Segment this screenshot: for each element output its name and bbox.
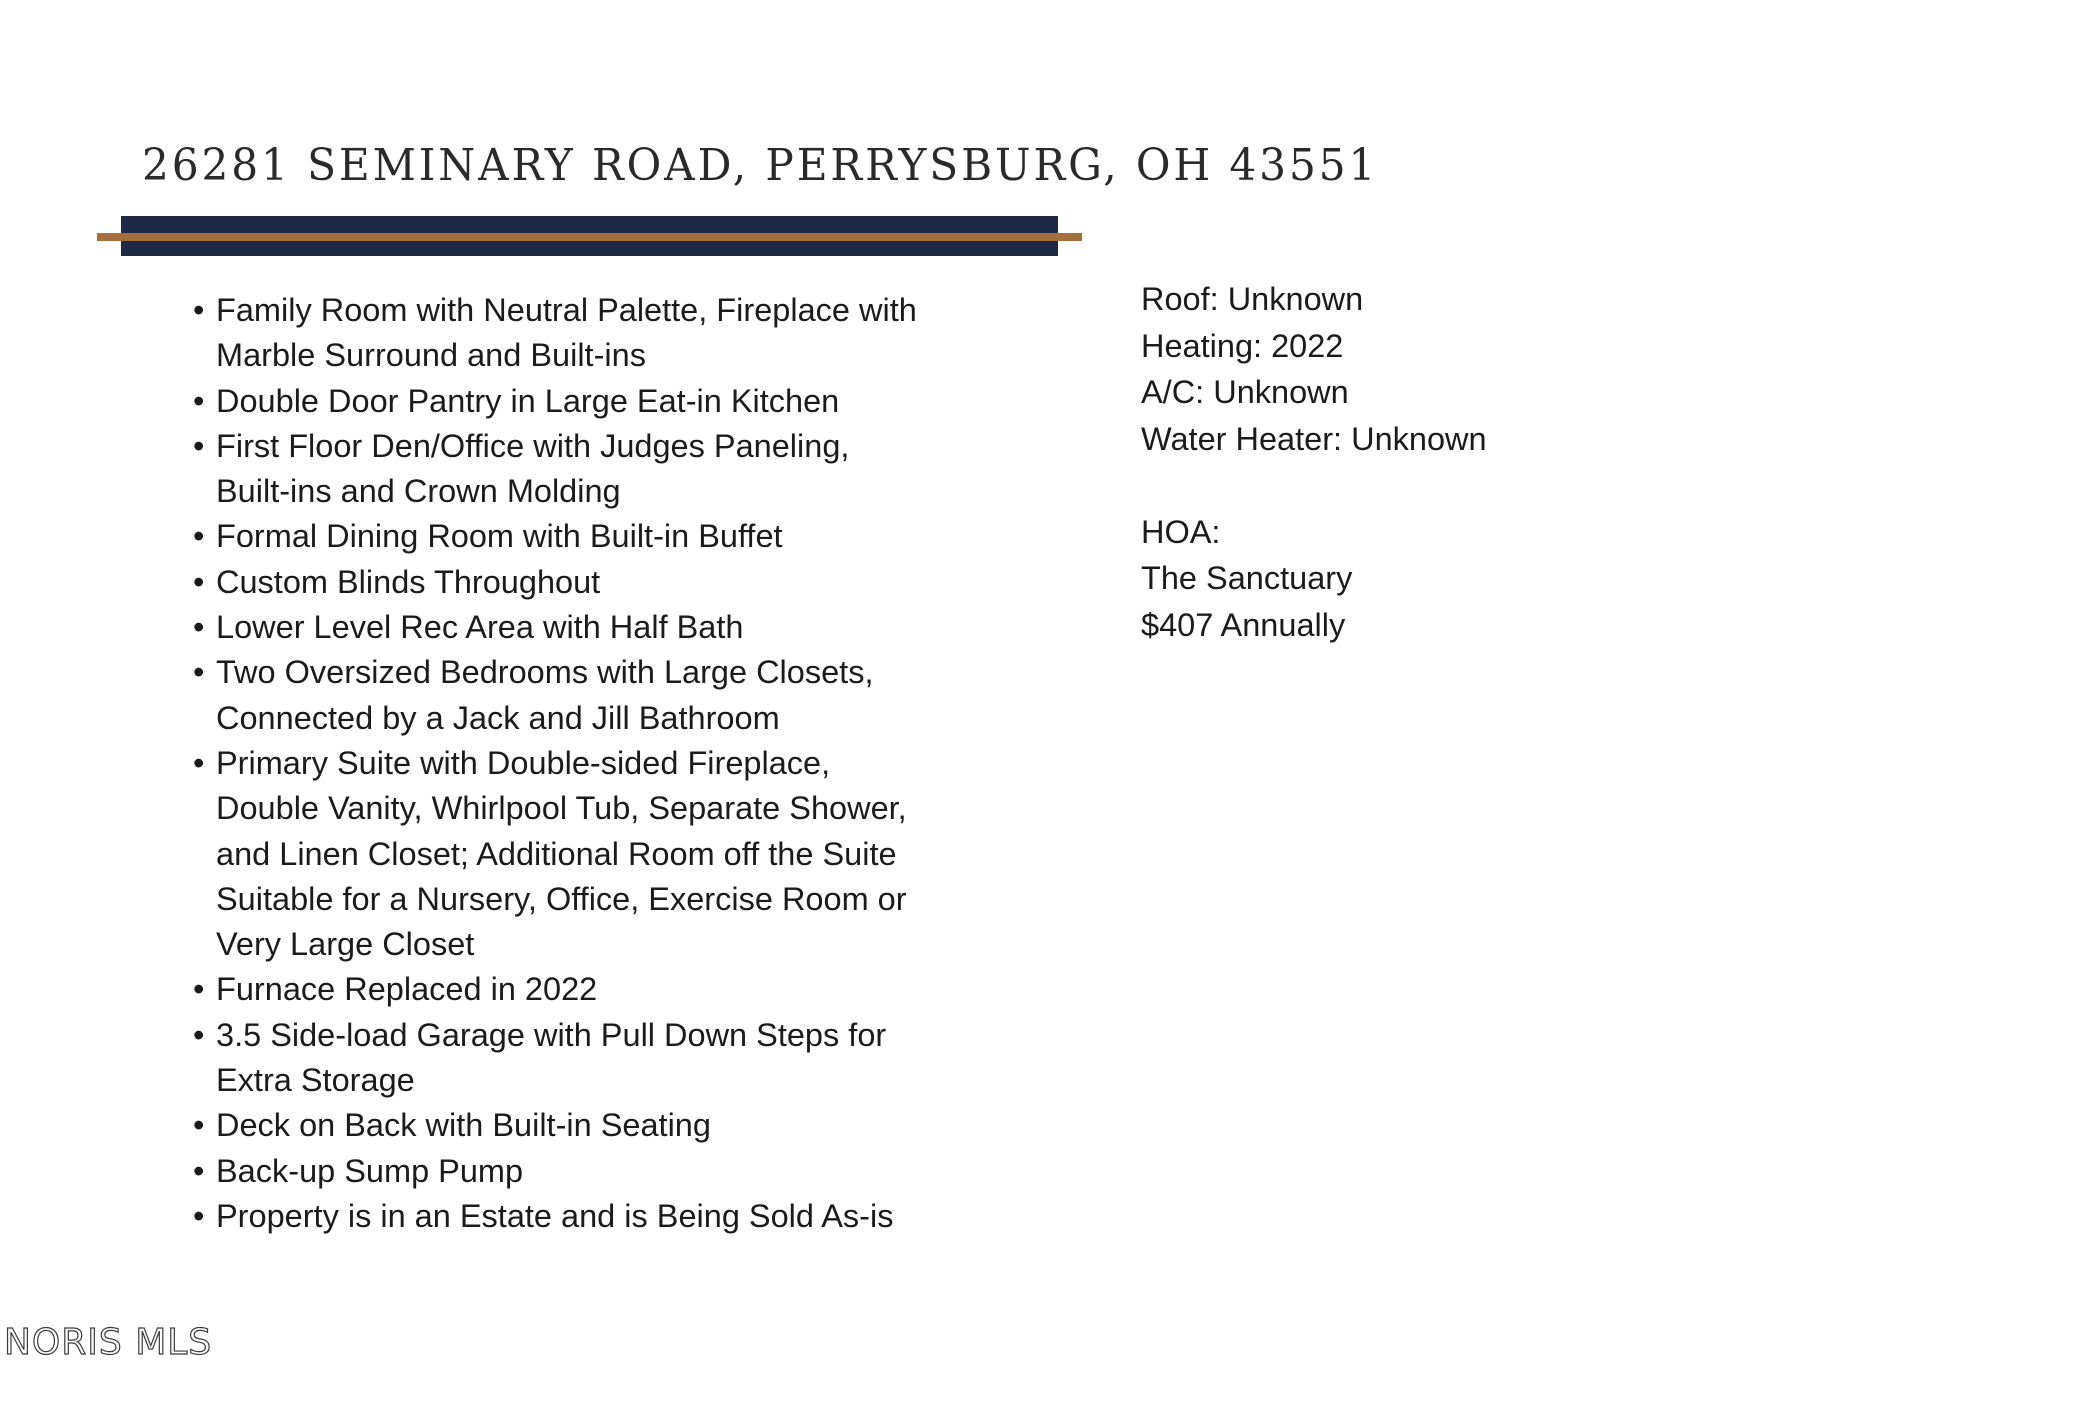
feature-text-line: Lower Level Rec Area with Half Bath	[216, 609, 744, 646]
feature-text-line: Connected by a Jack and Jill Bathroom	[216, 699, 780, 736]
bullet-icon: •	[193, 292, 205, 328]
water-heater-info: Water Heater: Unknown	[1141, 420, 1487, 457]
feature-text-line: Primary Suite with Double-sided Fireplace,	[216, 744, 831, 781]
bullet-icon: •	[193, 1152, 205, 1189]
heating-info: Heating: 2022	[1141, 327, 1344, 364]
property-details	[1141, 276, 1841, 648]
feature-text-line: Furnace Replaced in 2022	[216, 971, 598, 1008]
feature-text-line: First Floor Den/Office with Judges Paneling,	[216, 427, 850, 464]
bullet-icon: •	[193, 427, 205, 464]
feature-list-item	[190, 288, 1050, 379]
feature-text-line: Very Large Closet	[216, 926, 475, 963]
hoa-fee: $407 Annually	[1141, 606, 1346, 643]
feature-text-line: Extra Storage	[216, 1062, 415, 1099]
bullet-icon: •	[193, 1197, 205, 1234]
feature-list-item	[190, 560, 1050, 605]
bullet-icon: •	[193, 518, 205, 555]
bullet-icon: •	[193, 1016, 205, 1053]
feature-text-line: Deck on Back with Built-in Seating	[216, 1107, 711, 1144]
noris-mls-logo: NORIS MLS	[4, 1322, 213, 1363]
feature-list-item	[190, 1013, 1050, 1104]
feature-list	[190, 288, 1050, 1239]
feature-list-item	[190, 741, 1050, 967]
feature-text-line: Double Vanity, Whirlpool Tub, Separate Shower,	[216, 790, 907, 827]
feature-list-item	[190, 1103, 1050, 1148]
hoa-label: HOA:	[1141, 513, 1221, 550]
feature-list-item	[190, 650, 1050, 741]
feature-text-line: Property is in an Estate and is Being Sold As-is	[216, 1197, 894, 1234]
feature-text-line: and Linen Closet; Additional Room off the Suite	[216, 835, 897, 872]
feature-text-line: Two Oversized Bedrooms with Large Closets,	[216, 654, 874, 691]
feature-text-line: Suitable for a Nursery, Office, Exercise Room or	[216, 880, 907, 917]
feature-text-line: Custom Blinds Throughout	[216, 563, 601, 600]
feature-text-line: Marble Surround and Built-ins	[216, 337, 646, 374]
feature-text-line: Back-up Sump Pump	[216, 1152, 524, 1189]
feature-list-item	[190, 967, 1050, 1012]
bullet-icon: •	[193, 609, 205, 646]
bullet-icon: •	[193, 563, 205, 600]
feature-text-line: Built-ins and Crown Molding	[216, 473, 621, 510]
feature-list-item	[190, 605, 1050, 650]
feature-list-item	[190, 424, 1050, 515]
roof-info: Roof: Unknown	[1141, 281, 1364, 317]
bullet-icon: •	[193, 971, 205, 1008]
ac-info: A/C: Unknown	[1141, 374, 1349, 410]
hoa-name: The Sanctuary	[1141, 560, 1353, 596]
feature-text-line: Double Door Pantry in Large Eat-in Kitchen	[216, 382, 840, 419]
bullet-icon: •	[193, 1107, 205, 1144]
feature-list-item	[190, 1149, 1050, 1194]
feature-text-line: Family Room with Neutral Palette, Fireplace with	[216, 292, 917, 328]
feature-text-line: Formal Dining Room with Built-in Buffet	[216, 518, 783, 555]
feature-text-line: 3.5 Side-load Garage with Pull Down Steps for	[216, 1016, 887, 1053]
details-spacer	[1141, 462, 1841, 509]
bullet-icon: •	[193, 744, 205, 781]
property-address-title: 26281 SEMINARY ROAD, PERRYSBURG, OH 43551	[142, 140, 1379, 191]
feature-list-item	[190, 379, 1050, 424]
feature-list-item	[190, 1194, 1050, 1239]
feature-list-item	[190, 514, 1050, 559]
header-divider-gold	[97, 233, 1082, 241]
bullet-icon: •	[193, 382, 205, 419]
bullet-icon: •	[193, 654, 205, 691]
